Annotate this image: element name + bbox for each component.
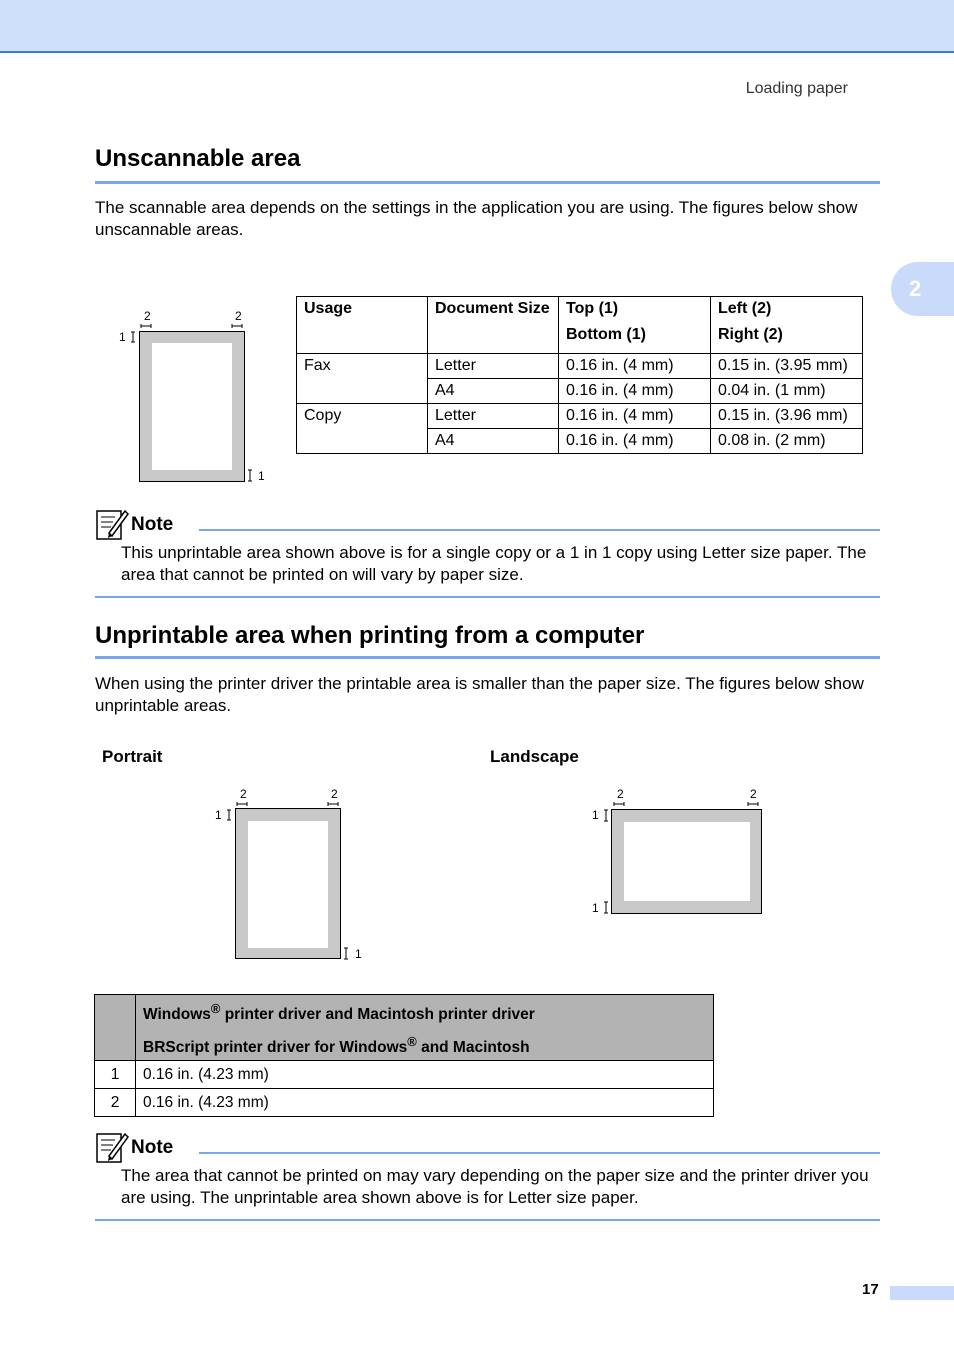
section-rule: [95, 656, 880, 659]
footer-band: [890, 1286, 954, 1300]
section-heading: Unscannable area: [95, 145, 301, 172]
row-value: 0.16 in. (4.23 mm): [136, 1061, 714, 1089]
header-top: Top (1): [566, 300, 619, 317]
diagram-label-1-top: 1: [592, 808, 599, 822]
landscape-diagram: [585, 782, 770, 922]
unprintable-table: [94, 994, 714, 1117]
cell-size: Letter: [428, 404, 559, 429]
cell-size: Letter: [428, 354, 559, 379]
note-pencil-icon: [95, 1130, 129, 1164]
diagram-label-2-right: 2: [331, 787, 338, 801]
note-bottom-rule: [95, 596, 880, 598]
note-pencil-icon: [95, 507, 129, 541]
cell-leftright: 0.15 in. (3.95 mm): [711, 354, 863, 379]
col-header-usage: Usage: [297, 297, 428, 354]
table-row: [297, 404, 863, 429]
diagram-label-1-bottom: 1: [355, 947, 362, 961]
col-header-top-bottom: [559, 297, 711, 354]
section-intro: When using the printer driver the printable area is smaller than the paper size. The figures below show unprintable areas.: [95, 674, 864, 715]
header-right: Right (2): [718, 326, 783, 343]
header-left: Left (2): [718, 300, 772, 317]
cell-leftright: 0.04 in. (1 mm): [711, 379, 863, 404]
note-text: This unprintable area shown above is for a single copy or a 1 in 1 copy using Letter size paper. The area that cannot be printed on will vary by paper size.: [121, 543, 867, 584]
cell-usage: Fax: [297, 354, 428, 404]
note-rule: [199, 1152, 880, 1154]
running-header: Loading paper: [745, 80, 848, 97]
cell-size: A4: [428, 379, 559, 404]
cell-topbottom: 0.16 in. (4 mm): [559, 429, 711, 454]
unscannable-diagram: [110, 305, 280, 490]
table-row: [95, 1089, 714, 1117]
diagram-label-1-bottom: 1: [258, 469, 265, 483]
page-number: 17: [862, 1281, 879, 1298]
diagram-label-2-left: 2: [144, 309, 151, 323]
chapter-tab: 2: [891, 262, 954, 316]
row-key: 2: [95, 1089, 136, 1117]
row-value: 0.16 in. (4.23 mm): [136, 1089, 714, 1117]
diagram-label-1-top: 1: [119, 330, 126, 344]
portrait-label: Portrait: [102, 747, 163, 766]
cell-leftright: 0.15 in. (3.96 mm): [711, 404, 863, 429]
diagram-label-2-right: 2: [235, 309, 242, 323]
cell-topbottom: 0.16 in. (4 mm): [559, 379, 711, 404]
cell-usage: Copy: [297, 404, 428, 454]
landscape-label: Landscape: [490, 747, 579, 766]
section-intro: The scannable area depends on the settings in the application you are using. The figures below show unscannable areas.: [95, 198, 858, 239]
note-bottom-rule: [95, 1219, 880, 1221]
header-line-1: Windows® printer driver and Macintosh printer driver: [143, 1001, 535, 1024]
header-bottom: Bottom (1): [566, 326, 646, 343]
corner-cell: [95, 995, 136, 1061]
unscannable-table: [296, 296, 863, 454]
note-text: The area that cannot be printed on may vary depending on the paper size and the printer driver you are using. The unprintable area shown above is for Letter size paper.: [121, 1166, 869, 1207]
note-label: Note: [131, 1137, 174, 1158]
note-rule: [199, 529, 880, 531]
cell-topbottom: 0.16 in. (4 mm): [559, 354, 711, 379]
portrait-diagram: [205, 782, 375, 967]
section-title: [95, 145, 300, 173]
diagram-label-2-left: 2: [240, 787, 247, 801]
cell-topbottom: 0.16 in. (4 mm): [559, 404, 711, 429]
row-key: 1: [95, 1061, 136, 1089]
cell-leftright: 0.08 in. (2 mm): [711, 429, 863, 454]
cell-size: A4: [428, 429, 559, 454]
col-header-left-right: [711, 297, 863, 354]
diagram-label-1-top: 1: [215, 808, 222, 822]
note-label: Note: [131, 514, 174, 535]
diagram-label-1-bottom: 1: [592, 901, 599, 915]
table-row: [95, 1061, 714, 1089]
header-line-2: BRScript printer driver for Windows® and Macintosh: [143, 1034, 530, 1057]
diagram-label-2-right: 2: [750, 787, 757, 801]
section-title: [95, 622, 644, 650]
top-header-band: [0, 0, 954, 53]
col-header-doc-size: Document Size: [428, 297, 559, 354]
section-rule: [95, 181, 880, 184]
diagram-label-2-left: 2: [617, 787, 624, 801]
table-row: [297, 354, 863, 379]
section-heading: Unprintable area when printing from a computer: [95, 622, 645, 649]
driver-header: [136, 995, 714, 1061]
